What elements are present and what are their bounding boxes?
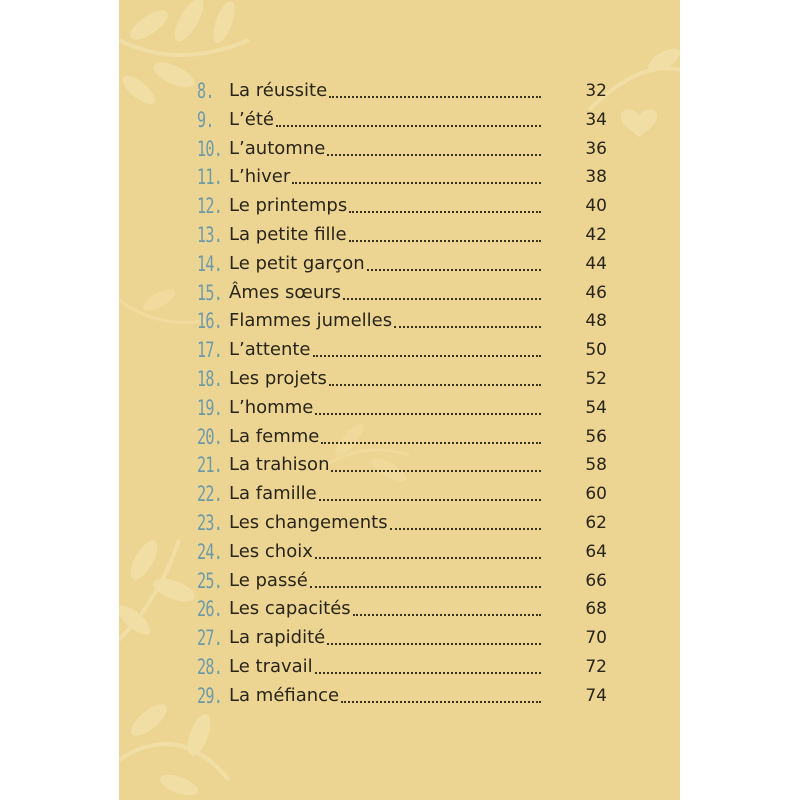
toc-entry[interactable] <box>197 679 607 708</box>
chapter-number: 24. <box>197 539 223 564</box>
chapter-title: La rapidité <box>229 627 326 649</box>
toc-entry[interactable] <box>197 506 607 535</box>
chapter-number: 28. <box>197 655 223 679</box>
book-page <box>119 0 680 800</box>
toc-entry[interactable] <box>197 391 607 420</box>
toc-entry[interactable] <box>197 218 607 247</box>
page-number: 72 <box>585 657 607 677</box>
toc-entry[interactable] <box>197 621 607 650</box>
toc-entry[interactable] <box>197 592 607 621</box>
toc-entry[interactable] <box>197 103 607 132</box>
page-number: 42 <box>585 225 607 245</box>
page-number: 64 <box>585 541 607 562</box>
chapter-title: Le travail <box>229 656 313 677</box>
toc-entry[interactable] <box>197 247 607 276</box>
chapter-number: 23. <box>197 511 223 535</box>
page-number: 56 <box>585 426 607 447</box>
chapter-title: Le petit garçon <box>229 252 365 274</box>
page-number: 70 <box>585 628 607 649</box>
dot-leader <box>343 297 541 300</box>
dot-leader <box>341 700 541 703</box>
chapter-number: 18. <box>197 367 223 391</box>
chapter-number: 20. <box>197 424 223 449</box>
dot-leader <box>329 95 541 98</box>
chapter-number: 27. <box>197 626 223 651</box>
page-number: 40 <box>585 196 607 217</box>
dot-leader <box>321 441 541 444</box>
dot-leader <box>394 325 541 328</box>
toc-entry[interactable] <box>197 333 607 362</box>
chapter-number: 8. <box>197 79 214 103</box>
dot-leader <box>349 210 541 213</box>
chapter-title: Le passé <box>229 569 308 591</box>
page-number: 46 <box>585 282 607 303</box>
dot-leader <box>353 613 541 616</box>
chapter-number: 22. <box>197 482 223 507</box>
chapter-title: La méfiance <box>229 684 340 706</box>
chapter-number: 29. <box>197 683 223 708</box>
dot-leader <box>331 469 541 472</box>
page-number: 44 <box>585 253 607 274</box>
page-number: 66 <box>585 570 607 591</box>
chapter-number: 25. <box>197 568 223 593</box>
chapter-number: 26. <box>197 597 223 622</box>
toc-entry[interactable] <box>197 650 607 679</box>
chapter-number: 10. <box>197 136 223 161</box>
page-number: 32 <box>585 81 607 101</box>
chapter-title: Flammes jumelles <box>229 310 393 332</box>
page-number: 74 <box>585 685 607 706</box>
page-number: 48 <box>585 311 607 332</box>
toc-entry[interactable] <box>197 304 607 333</box>
dot-leader <box>315 412 541 415</box>
page-number: 60 <box>585 484 607 505</box>
toc-entry[interactable] <box>197 535 607 564</box>
chapter-number: 11. <box>197 165 223 190</box>
dot-leader <box>349 239 541 242</box>
chapter-title: Les changements <box>229 512 388 533</box>
chapter-title: La trahison <box>229 454 330 476</box>
chapter-title: La famille <box>229 483 317 505</box>
dot-leader <box>315 671 541 674</box>
dot-leader <box>329 383 541 386</box>
chapter-number: 14. <box>197 251 223 276</box>
chapter-number: 17. <box>197 338 223 363</box>
toc-entry[interactable] <box>197 160 607 189</box>
chapter-title: La réussite <box>229 80 328 101</box>
chapter-title: L’attente <box>229 339 311 361</box>
chapter-title: L’été <box>229 108 274 130</box>
toc-entry[interactable] <box>197 132 607 161</box>
table-of-contents <box>119 0 680 800</box>
chapter-number: 19. <box>197 395 223 420</box>
dot-leader <box>327 153 541 156</box>
page-number: 62 <box>585 513 607 533</box>
page-number: 68 <box>585 599 607 620</box>
dot-leader <box>276 124 541 127</box>
toc-entry[interactable] <box>197 362 607 391</box>
dot-leader <box>292 181 541 184</box>
page-number: 52 <box>585 369 607 389</box>
chapter-title: Âmes sœurs <box>229 281 341 303</box>
dot-leader <box>367 268 541 271</box>
toc-entry[interactable] <box>197 74 607 103</box>
dot-leader <box>390 527 541 530</box>
chapter-title: La petite fille <box>229 224 347 245</box>
dot-leader <box>313 354 541 357</box>
chapter-number: 16. <box>197 309 223 334</box>
dot-leader <box>315 556 541 559</box>
toc-entry[interactable] <box>197 420 607 449</box>
page-number: 34 <box>585 109 607 130</box>
chapter-title: Le printemps <box>229 195 348 217</box>
toc-entry[interactable] <box>197 564 607 593</box>
chapter-title: L’automne <box>229 137 326 159</box>
toc-entry[interactable] <box>197 276 607 305</box>
chapter-title: Les projets <box>229 368 327 389</box>
chapter-title: L’homme <box>229 396 314 418</box>
dot-leader <box>319 498 541 501</box>
page-number: 50 <box>585 340 607 361</box>
chapter-title: La femme <box>229 425 320 447</box>
page-number: 38 <box>585 167 607 188</box>
chapter-number: 13. <box>197 223 223 247</box>
chapter-title: Les capacités <box>229 598 351 620</box>
dot-leader <box>327 642 541 645</box>
page-number: 58 <box>585 455 607 476</box>
chapter-number: 9. <box>197 107 214 132</box>
chapter-number: 12. <box>197 194 223 219</box>
chapter-title: Les choix <box>229 540 313 562</box>
toc-entry[interactable] <box>197 189 607 218</box>
chapter-number: 21. <box>197 453 223 478</box>
dot-leader <box>310 585 541 588</box>
page-number: 54 <box>585 397 607 418</box>
toc-entry[interactable] <box>197 477 607 506</box>
chapter-title: L’hiver <box>229 166 291 188</box>
page-number: 36 <box>585 138 607 159</box>
toc-entry[interactable] <box>197 448 607 477</box>
chapter-number: 15. <box>197 280 223 305</box>
